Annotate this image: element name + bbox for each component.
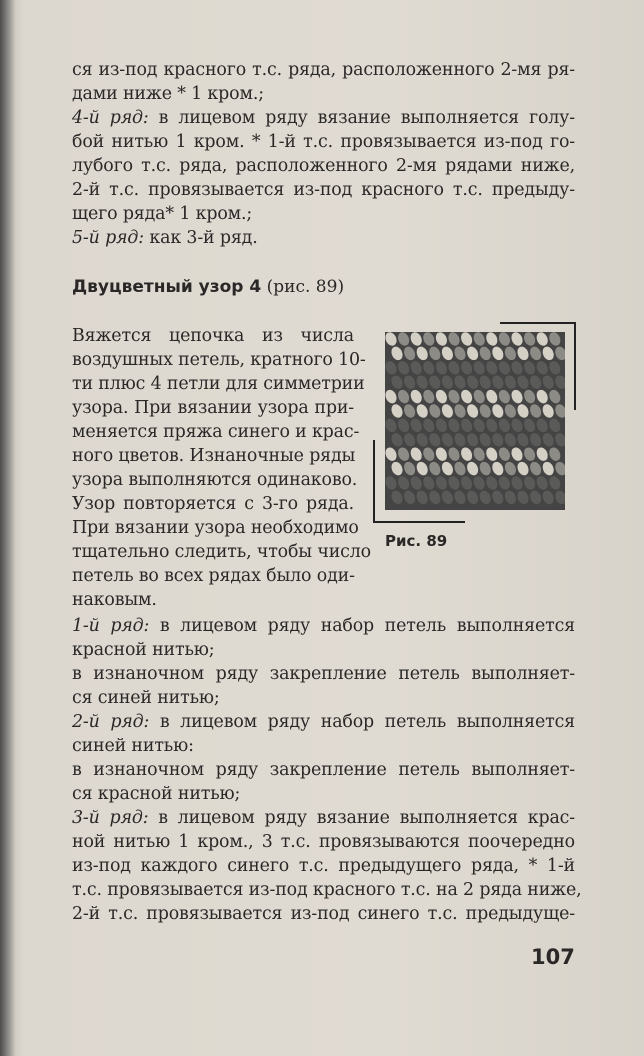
line-text: в лицевом ряду набор петель выполняется [149, 616, 576, 636]
line-text: ся красной нитью; [72, 784, 241, 804]
text-line: ного цветов. Изнаночные ряды [72, 446, 356, 466]
text-line [72, 686, 575, 710]
line-text: в лицевом ряду вязание выполняется голу- [148, 108, 575, 128]
line-text: 2-й т.с. провязывается из-под красного т.с. предыду- [72, 180, 575, 200]
row-label: 1-й ряд: [72, 616, 150, 636]
text-line: Узор повторяется с 3-го ряда. [72, 494, 354, 514]
row-label: 3-й ряд: [72, 808, 149, 828]
text-line [72, 758, 575, 782]
crop-mark-top-right [500, 322, 576, 324]
text-line: Вяжется цепочка из числа [72, 326, 354, 346]
text-line [72, 614, 575, 638]
line-text: в лицевом ряду вязание выполняется крас- [148, 808, 575, 828]
text-line [72, 902, 575, 926]
page-number: 107 [531, 945, 575, 969]
text-line [72, 854, 575, 878]
line-text: в лицевом ряду набор петель выполняется [149, 712, 576, 732]
line-text: 2-й т.с. провязывается из-под синего т.с. предыдуще- [72, 904, 575, 924]
line-text: в изнаночном ряду закрепление петель выполняет- [72, 664, 575, 684]
text-line [72, 662, 575, 686]
text-line [72, 226, 575, 250]
text-line [72, 202, 575, 226]
text-line: воздушных петель, кратного 10- [72, 350, 366, 370]
text-line: петель во всех рядах было оди- [72, 566, 355, 586]
text-line [72, 82, 575, 106]
crop-mark-bottom-left-vertical [373, 440, 375, 523]
line-text: бой нитью 1 кром. * 1-й т.с. провязывается из-под го- [72, 132, 575, 152]
line-text: лубого т.с. ряда, расположенного 2-мя рядами ниже, [72, 156, 575, 176]
knitting-pattern-photo [385, 332, 565, 510]
text-line [72, 734, 575, 758]
row-label: 5-й ряд: [72, 228, 144, 248]
line-text: щего ряда* 1 кром.; [72, 204, 253, 224]
line-text: дами ниже * 1 кром.; [72, 84, 264, 104]
text-line [72, 806, 575, 830]
text-line [72, 782, 575, 806]
heading-title: Двуцветный узор 4 [72, 277, 262, 297]
text-line [72, 830, 575, 854]
text-line: узора. При вязании узора при- [72, 398, 354, 418]
text-line [72, 638, 575, 662]
text-line: наковым. [72, 590, 157, 610]
text-line [72, 154, 575, 178]
text-line: ти плюс 4 петли для симметрии [72, 374, 365, 394]
line-text: т.с. провязывается из-под красного т.с. на 2 ряда ниже, [72, 880, 582, 900]
knit-texture-image [385, 332, 565, 510]
row-label: 2-й ряд: [72, 712, 150, 732]
row-label: 4-й ряд: [72, 108, 149, 128]
line-text: ся из-под красного т.с. ряда, расположенного 2-мя ря- [72, 60, 575, 80]
text-line [72, 178, 575, 202]
line-text: из-под каждого синего т.с. предыдущего ряда, * 1-й [72, 856, 575, 876]
line-text: как 3-й ряд. [144, 228, 258, 248]
text-line [72, 58, 575, 82]
text-line [72, 106, 575, 130]
heading-figure-ref: (рис. 89) [261, 277, 345, 297]
line-text: ной нитью 1 кром., 3 т.с. провязываются поочередно [72, 832, 575, 852]
crop-mark-top-right-vertical [574, 322, 576, 410]
line-text: в изнаночном ряду закрепление петель выполняет- [72, 760, 575, 780]
text-line: При вязании узора необходимо [72, 518, 359, 538]
text-line: тщательно следить, чтобы число [72, 542, 371, 562]
book-gutter-shadow [0, 0, 16, 1056]
figure-caption: Рис. 89 [385, 532, 448, 550]
text-line [72, 710, 575, 734]
text-line: меняется пряжа синего и крас- [72, 422, 360, 442]
section-heading [72, 276, 344, 298]
line-text: ся синей нитью; [72, 688, 220, 708]
crop-mark-bottom-left [373, 521, 465, 523]
line-text: синей нитью: [72, 736, 194, 756]
text-line [72, 130, 575, 154]
text-line [72, 878, 582, 902]
text-line: узора выполняются одинаково. [72, 470, 358, 490]
line-text: красной нитью; [72, 640, 215, 660]
